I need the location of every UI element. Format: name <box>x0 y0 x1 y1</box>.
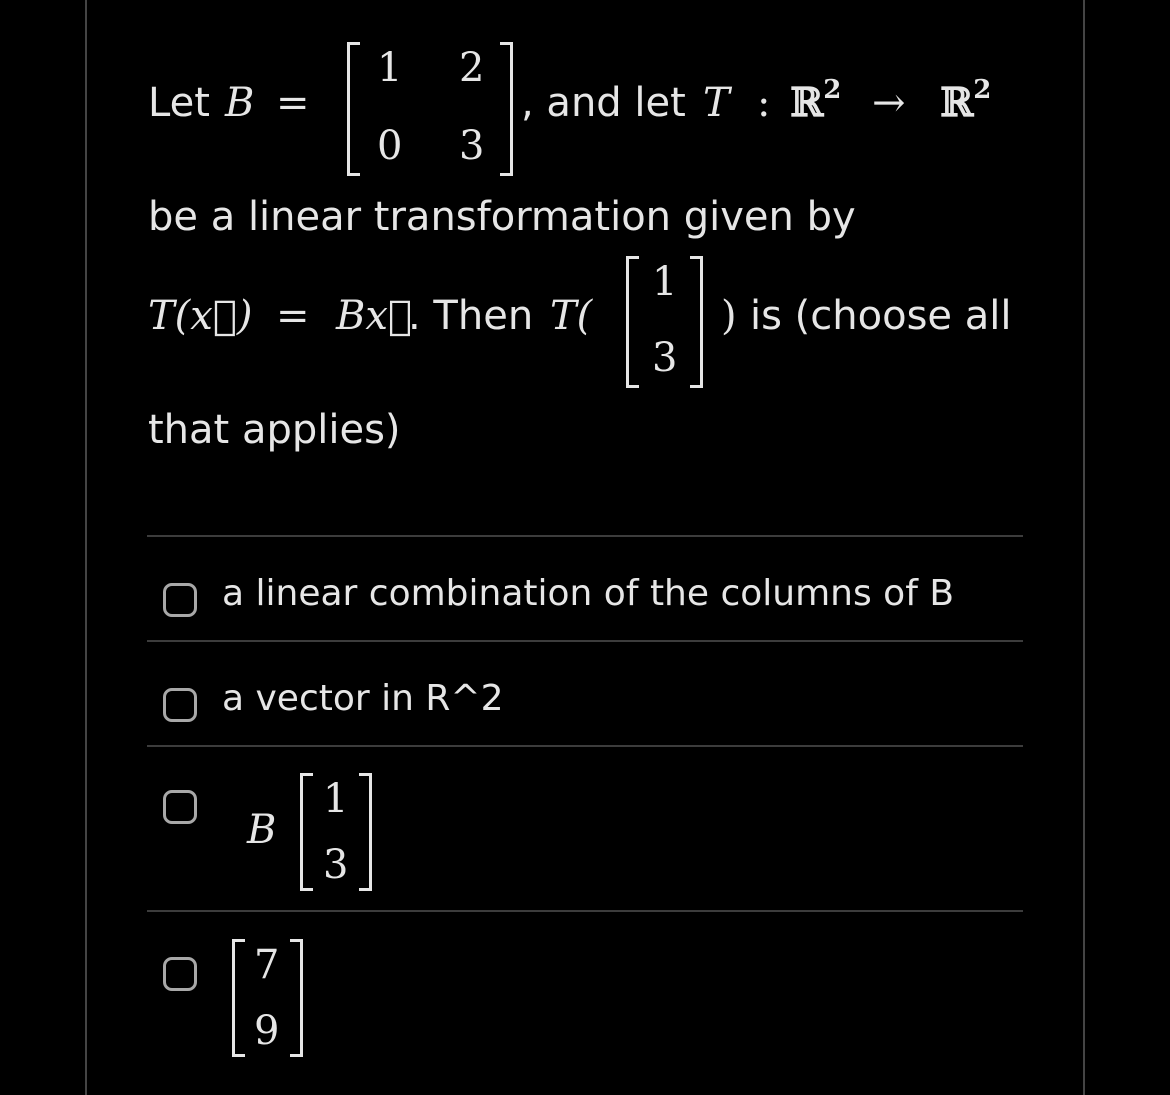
divider <box>147 640 1023 642</box>
checkbox-option-1[interactable] <box>163 583 197 617</box>
vector-bracket-right <box>690 256 703 388</box>
math-T-of-x: T(x⃗) <box>148 293 253 339</box>
matrix-bracket-left <box>347 42 360 176</box>
panel-right-border <box>1083 0 1085 1095</box>
vector-bracket-left <box>300 773 313 891</box>
text-line-4: that applies) <box>148 407 401 453</box>
math-R2-codomain: ℝ$^2$ <box>940 75 992 126</box>
divider <box>147 745 1023 747</box>
matrix-b-21: 0 <box>377 123 403 169</box>
option-3-entry-2: 3 <box>323 842 349 888</box>
math-T: T <box>703 80 730 126</box>
text-let: Let <box>148 80 210 126</box>
option-4-entry-1: 7 <box>254 942 280 988</box>
panel-left-border <box>85 0 87 1095</box>
checkbox-option-3[interactable] <box>163 790 197 824</box>
option-4-entry-2: 9 <box>254 1008 280 1054</box>
text-and-let: , and let <box>521 80 686 126</box>
vector-bracket-left <box>626 256 639 388</box>
divider <box>147 535 1023 537</box>
matrix-b-22: 3 <box>459 123 485 169</box>
option-2-label: a vector in R^2 <box>222 678 504 719</box>
math-arrow: → <box>872 80 906 126</box>
option-1-label: a linear combination of the columns of B <box>222 573 955 614</box>
math-B: B <box>225 80 255 126</box>
option-3-entry-1: 1 <box>323 776 349 822</box>
math-equals-2: = <box>276 293 310 339</box>
text-line-2: be a linear transformation given by <box>148 194 856 240</box>
matrix-b-11: 1 <box>377 45 403 91</box>
math-equals: = <box>276 80 310 126</box>
math-T-open: T( <box>550 293 593 339</box>
vector-bracket-right <box>290 939 303 1057</box>
matrix-bracket-right <box>500 42 513 176</box>
math-R2-domain: ℝ$^2$ <box>790 75 842 126</box>
option-3-matrix-B: B <box>247 807 277 853</box>
vector-entry-2: 3 <box>652 335 678 381</box>
math-colon: : <box>757 80 771 126</box>
checkbox-option-4[interactable] <box>163 957 197 991</box>
vector-entry-1: 1 <box>652 259 678 305</box>
divider <box>147 910 1023 912</box>
math-B-x: Bx⃗ <box>336 293 412 339</box>
text-choose: is (choose all <box>750 293 1012 339</box>
text-then: . Then <box>408 293 534 339</box>
math-close-paren: ) <box>721 293 737 339</box>
checkbox-option-2[interactable] <box>163 688 197 722</box>
vector-bracket-right <box>359 773 372 891</box>
matrix-b-12: 2 <box>459 45 485 91</box>
vector-bracket-left <box>232 939 245 1057</box>
